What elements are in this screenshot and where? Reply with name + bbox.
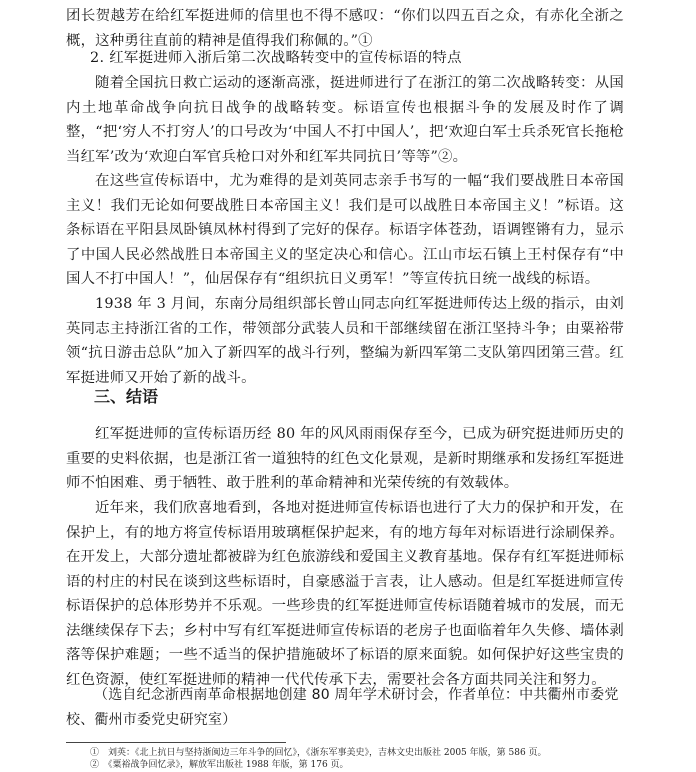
paragraph-1938: 1938 年 3 月间，东南分局组织部长曾山同志向红军挺进师传达上级的指示，由刘英同志主持浙江省的工作，带领部分武装人员和干部继续留在浙江坚持斗争；由粟裕带领“抗日游击总队”加入了新四军的战斗行列，整编为新四军第二支队第四团第三营。红军挺进师又开始了新的战斗。 (66, 296, 624, 386)
paragraph-strategic-shift: 随着全国抗日救亡运动的逐渐高涨，挺进师进行了在浙江的第二次战略转变：从国内土地革命战争向抗日战争的战略转变。标语宣传也根据斗争的发展及时作了调整，“把‘穷人不打穷人’的口号改为‘中国人不打中国人’，把‘欢迎白军士兵杀死官长拖枪当红军’改为‘欢迎白军官兵枪口对外和红军共同抗日’等等”②。 (66, 75, 624, 165)
footnote-2: ② 《粟裕战争回忆录》，解放军出版社 1988 年版，第 176 页。 (90, 760, 349, 770)
footnote-divider (66, 742, 286, 743)
paragraph-liuying-slogan: 在这些宣传标语中，尤为难得的是刘英同志亲手书写的一幅“我们要战胜日本帝国主义！我们无论如何要战胜日本帝国主义！我们是可以战胜日本帝国主义！”标语。这条标语在平阳县凤卧镇凤林村得到了完好的保存。标语字体苍劲，语调铿锵有力，显示了中国人民必然战胜日本帝国主义的坚定决心和信心。江山市坛石镇上王村保存有“中国人不打中国人！”，仙居保存有“组织抗日义勇军！”等宣传抗日统一战线的标语。 (66, 173, 624, 287)
paragraph-conclusion-1: 红军挺进师的宣传标语历经 80 年的风风雨雨保存至今，已成为研究挺进师历史的重要的史料依据，也是浙江省一道独特的红色文化景观，是新时期继承和发扬红军挺进师不怕困难、勇于牺牲、敢于胜利的革命精神和光荣传统的有效载体。 (66, 426, 624, 491)
subsection-heading: 2. 红军挺进师入浙后第二次战略转变中的宣传标语的特点 (90, 50, 462, 66)
section-title-conclusion: 三、结语 (94, 387, 159, 406)
source-note: （选自纪念浙西南革命根据地创建 80 周年学术研讨会，作者单位：中共衢州市委党校、衢州市委党史研究室） (66, 687, 619, 728)
footnote-1: ① 刘英：《北上抗日与坚持浙闽边三年斗争的回忆》，《浙东军事美史》，吉林文史出版社 2005 年版，第 586 页。 (90, 748, 547, 758)
paragraph-conclusion-2: 近年来，我们欣喜地看到，各地对挺进师宣传标语也进行了大力的保护和开发，在保护上，有的地方将宣传标语用玻璃框保护起来，有的地方每年对标语进行涂刷保养。在开发上，大部分遗址都被辟为红色旅游线和爱国主义教育基地。保存有红军挺进师标语的村庄的村民在谈到这些标语时，自豪感溢于言表，让人感动。但是红军挺进师宣传标语保护的总体形势并不乐观。一些珍贵的红军挺进师宣传标语随着城市的发展，而无法继续保存下去；乡村中写有红军挺进师宣传标语的老房子也面临着年久失修、墙体剥落等保护难题；一些不适当的保护措施破坏了标语的原来面貌。如何保护好这些宝贵的红色资源，使红军挺进师的精神一代代传承下去，需要社会各方面共同关注和努力。 (66, 500, 624, 688)
paragraph-quote-end: 团长贺越芳在给红军挺进师的信里也不得不感叹：“你们以四五百之众，有赤化全浙之概，这种勇往直前的精神是值得我们称佩的。”① (66, 8, 624, 49)
